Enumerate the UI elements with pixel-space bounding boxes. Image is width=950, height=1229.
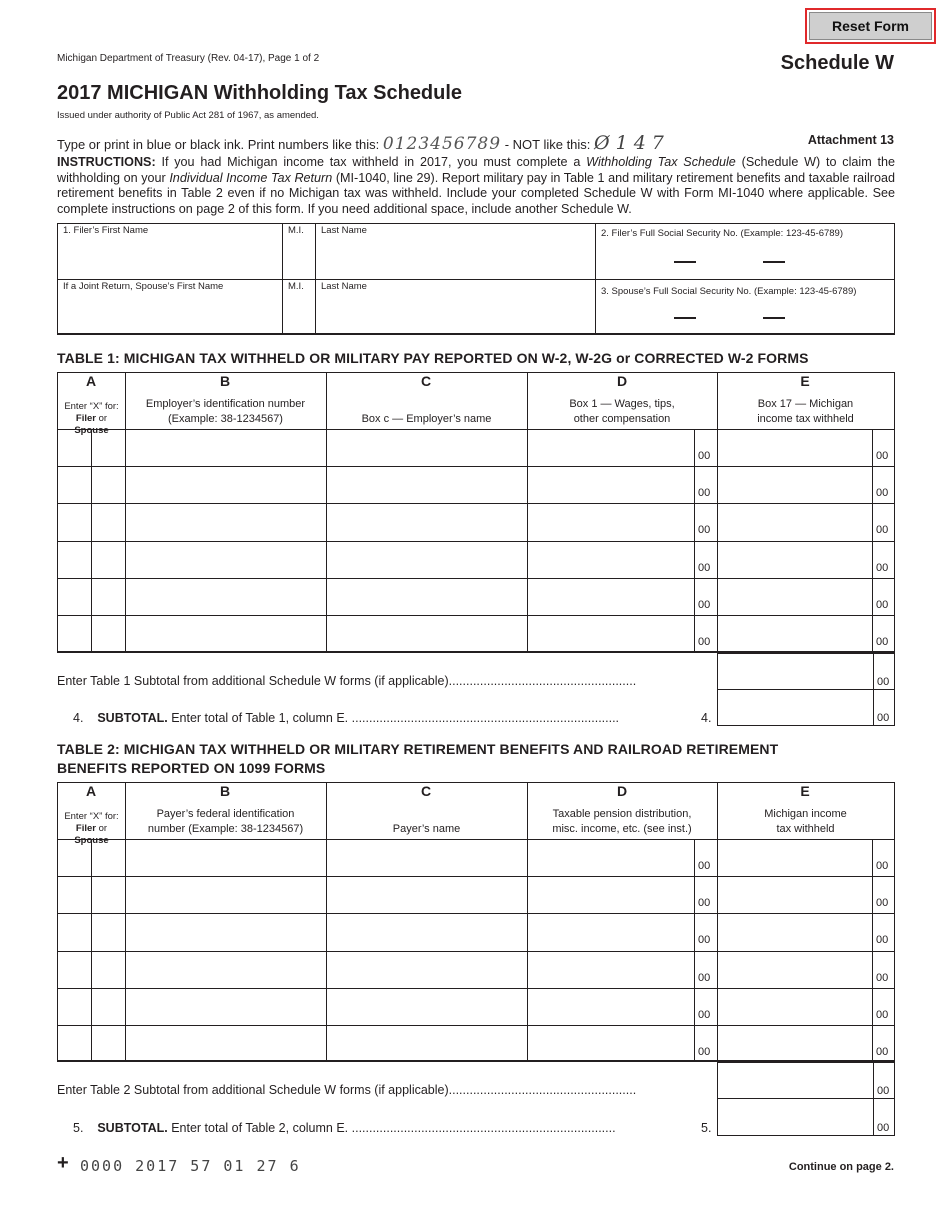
row2-name-cell[interactable] bbox=[326, 466, 527, 503]
instructions-italic-2: Individual Income Tax Return bbox=[169, 170, 333, 185]
row5-id-number-cell[interactable] bbox=[125, 988, 326, 1025]
table2-additional-subtotal-field[interactable] bbox=[717, 1062, 895, 1099]
line4-subtotal-field[interactable] bbox=[717, 690, 895, 726]
line5-text: Enter total of Table 2, column E. ............................................................................ bbox=[167, 1121, 616, 1135]
row2-id-number-cell[interactable] bbox=[125, 876, 326, 913]
row3-d-cents: 00 bbox=[698, 934, 711, 947]
row6-d-cents: 00 bbox=[698, 636, 711, 648]
row1-filer-x-cell[interactable] bbox=[58, 839, 91, 876]
row3-filer-x-cell[interactable] bbox=[58, 913, 91, 950]
row4-name-cell[interactable] bbox=[326, 541, 527, 578]
row5-filer-x-cell[interactable] bbox=[58, 988, 91, 1025]
table2-title bbox=[57, 740, 778, 778]
line5-label: SUBTOTAL. bbox=[97, 1121, 168, 1135]
column-e-desc-line1: Michigan income bbox=[764, 808, 847, 820]
row1-d-cents: 00 bbox=[698, 860, 711, 872]
table2-title-line1: TABLE 2: MICHIGAN TAX WITHHELD OR MILITARY RETIREMENT BENEFITS AND RAILROAD RETIREMENT bbox=[57, 741, 779, 757]
column-c-description: Box c — Employer’s name bbox=[361, 413, 492, 425]
row6-filer-x-cell[interactable] bbox=[58, 615, 91, 652]
row4-spouse-x-cell[interactable] bbox=[91, 541, 125, 578]
row2-id-number-cell[interactable] bbox=[125, 466, 326, 503]
table1-additional-subtotal-cents: 00 bbox=[877, 676, 890, 688]
row1-e-cents: 00 bbox=[876, 860, 889, 872]
spouse-last-name-field[interactable] bbox=[316, 280, 596, 334]
reset-form-button[interactable] bbox=[805, 8, 936, 44]
column-c-letter: C bbox=[420, 373, 432, 389]
line5-cents-divider bbox=[873, 1099, 874, 1136]
table1-title: TABLE 1: MICHIGAN TAX WITHHELD OR MILITARY PAY REPORTED ON W-2, W-2G or CORRECTED W-2 FORMS bbox=[57, 350, 809, 366]
table1-additional-cents-divider bbox=[873, 653, 874, 690]
row2-amount-d-cell[interactable] bbox=[527, 876, 694, 913]
row3-name-cell[interactable] bbox=[326, 913, 527, 950]
line5-cents: 00 bbox=[877, 1122, 890, 1134]
issued-authority: Issued under authority of Public Act 281 of 1967, as amended. bbox=[57, 110, 319, 121]
registration-plus-mark: + bbox=[57, 1152, 69, 1174]
row3-amount-d-cell[interactable] bbox=[527, 503, 694, 540]
table1-grid bbox=[57, 372, 895, 653]
type-print-mid: - NOT like this: bbox=[504, 137, 591, 152]
row2-e-cents: 00 bbox=[876, 897, 889, 910]
table1-additional-subtotal-field[interactable] bbox=[717, 653, 895, 690]
row3-e-cents: 00 bbox=[876, 934, 889, 947]
row2-filer-x-cell[interactable] bbox=[58, 466, 91, 503]
line4-text: Enter total of Table 1, column E. ............................................................................. bbox=[167, 711, 620, 725]
column-b-letter: B bbox=[219, 783, 231, 799]
line4-cents-divider bbox=[873, 690, 874, 726]
row5-d-cents: 00 bbox=[698, 598, 711, 611]
row2-amount-e-cell[interactable] bbox=[717, 876, 872, 913]
column-d-desc-line2: other compensation bbox=[573, 413, 671, 425]
table2-additional-cents-divider bbox=[873, 1062, 874, 1099]
row5-amount-e-cell[interactable] bbox=[717, 578, 872, 615]
column-d-letter: D bbox=[616, 373, 628, 389]
row6-amount-d-cell[interactable] bbox=[527, 615, 694, 652]
column-e-desc-line2: income tax withheld bbox=[757, 413, 854, 425]
row2-d-cents: 00 bbox=[698, 487, 711, 500]
row6-spouse-x-cell[interactable] bbox=[91, 1025, 125, 1062]
row6-name-cell[interactable] bbox=[326, 1025, 527, 1062]
bad-number-sample: Ø147 bbox=[594, 132, 670, 154]
column-d-desc-line1: Box 1 — Wages, tips, bbox=[569, 398, 675, 410]
row4-e-cents: 00 bbox=[876, 561, 889, 574]
column-b-desc-line1: Employer’s identification number bbox=[145, 398, 306, 410]
row5-id-number-cell[interactable] bbox=[125, 578, 326, 615]
row6-id-number-cell[interactable] bbox=[125, 1025, 326, 1062]
row6-id-number-cell[interactable] bbox=[125, 615, 326, 652]
column-a-letter: A bbox=[85, 783, 97, 799]
row4-amount-e-cell[interactable] bbox=[717, 951, 872, 988]
row6-spouse-x-cell[interactable] bbox=[91, 615, 125, 652]
row6-d-cents: 00 bbox=[698, 1046, 711, 1058]
schedule-label: Schedule W bbox=[780, 52, 894, 74]
instructions-text-1: If you had Michigan income tax withheld in 2017, you must complete a bbox=[155, 155, 587, 169]
row1-name-cell[interactable] bbox=[326, 839, 527, 876]
row6-amount-d-cell[interactable] bbox=[527, 1025, 694, 1062]
filer-last-name-field[interactable] bbox=[316, 224, 596, 279]
column-d-desc-line1: Taxable pension distribution, bbox=[552, 808, 692, 820]
column-a-or: or bbox=[98, 413, 108, 424]
instructions-label: INSTRUCTIONS: bbox=[57, 155, 156, 169]
row6-e-cents: 00 bbox=[876, 636, 889, 648]
row4-d-cents: 00 bbox=[698, 561, 711, 574]
continue-note: Continue on page 2. bbox=[788, 1161, 894, 1173]
good-number-sample: 0123456789 bbox=[382, 134, 502, 154]
spouse-ssn-label: 3. Spouse’s Full Social Security No. (Example: 123-45-6789) bbox=[601, 286, 857, 297]
row1-e-cents: 00 bbox=[876, 450, 889, 462]
line5-right-number: 5. bbox=[701, 1121, 712, 1135]
row1-spouse-x-cell[interactable] bbox=[91, 429, 125, 466]
column-c-description: Payer’s name bbox=[392, 823, 461, 835]
row3-amount-e-cell[interactable] bbox=[717, 913, 872, 950]
filer-mi-label: M.I. bbox=[288, 225, 304, 236]
line5-subtotal bbox=[73, 1121, 616, 1135]
column-a-filer: Filer bbox=[75, 413, 96, 424]
spouse-mi-label: M.I. bbox=[288, 281, 304, 292]
row1-id-number-cell[interactable] bbox=[125, 839, 326, 876]
line4-label: SUBTOTAL. bbox=[97, 711, 168, 725]
row4-id-number-cell[interactable] bbox=[125, 951, 326, 988]
filer-ssn-field[interactable] bbox=[596, 224, 894, 279]
column-a-letter: A bbox=[85, 373, 97, 389]
column-a-spouse: Spouse bbox=[74, 835, 109, 846]
row1-amount-e-cell[interactable] bbox=[717, 429, 872, 466]
spouse-mi-field[interactable] bbox=[283, 280, 316, 334]
row6-name-cell[interactable] bbox=[326, 615, 527, 652]
instructions-text-2: (Schedule W) to claim the withholding on your bbox=[57, 155, 896, 185]
row5-e-cents: 00 bbox=[876, 598, 889, 611]
line4-cents: 00 bbox=[877, 712, 890, 724]
row3-name-cell[interactable] bbox=[326, 503, 527, 540]
row4-amount-d-cell[interactable] bbox=[527, 541, 694, 578]
row5-amount-d-cell[interactable] bbox=[527, 578, 694, 615]
row2-spouse-x-cell[interactable] bbox=[91, 876, 125, 913]
row6-e-cents: 00 bbox=[876, 1046, 889, 1058]
instructions-paragraph bbox=[57, 155, 895, 217]
row1-name-cell[interactable] bbox=[326, 429, 527, 466]
spouse-last-name-label: Last Name bbox=[321, 281, 367, 292]
row3-filer-x-cell[interactable] bbox=[58, 503, 91, 540]
row3-spouse-x-cell[interactable] bbox=[91, 503, 125, 540]
row5-name-cell[interactable] bbox=[326, 578, 527, 615]
row3-id-number-cell[interactable] bbox=[125, 503, 326, 540]
column-d-letter: D bbox=[616, 783, 628, 799]
row1-amount-e-cell[interactable] bbox=[717, 839, 872, 876]
column-e-desc-line2: tax withheld bbox=[776, 823, 835, 835]
row5-filer-x-cell[interactable] bbox=[58, 578, 91, 615]
row1-spouse-x-cell[interactable] bbox=[91, 839, 125, 876]
row4-name-cell[interactable] bbox=[326, 951, 527, 988]
row4-d-cents: 00 bbox=[698, 971, 711, 984]
spouse-first-name-field[interactable] bbox=[58, 280, 283, 334]
line4-subtotal bbox=[73, 711, 619, 725]
row2-name-cell[interactable] bbox=[326, 876, 527, 913]
row6-amount-e-cell[interactable] bbox=[717, 1025, 872, 1062]
column-e-letter: E bbox=[800, 783, 810, 799]
row5-name-cell[interactable] bbox=[326, 988, 527, 1025]
column-b-desc-line2: (Example: 38-1234567) bbox=[168, 413, 283, 425]
department-line: Michigan Department of Treasury (Rev. 04-17), Page 1 of 2 bbox=[57, 53, 320, 64]
row5-e-cents: 00 bbox=[876, 1008, 889, 1021]
form-code: 0000 2017 57 01 27 6 bbox=[80, 1157, 301, 1175]
row1-d-cents: 00 bbox=[698, 450, 711, 462]
row5-d-cents: 00 bbox=[698, 1008, 711, 1021]
row3-amount-e-cell[interactable] bbox=[717, 503, 872, 540]
column-a-or: or bbox=[98, 823, 108, 834]
row2-d-cents: 00 bbox=[698, 897, 711, 910]
table2-additional-subtotal-label: Enter Table 2 Subtotal from additional Schedule W forms (if applicable)...................................................... bbox=[57, 1083, 637, 1097]
row5-spouse-x-cell[interactable] bbox=[91, 988, 125, 1025]
filer-mi-field[interactable] bbox=[283, 224, 316, 279]
row4-filer-x-cell[interactable] bbox=[58, 951, 91, 988]
name-ssn-box bbox=[57, 223, 895, 335]
column-c-letter: C bbox=[420, 783, 432, 799]
row1-amount-d-cell[interactable] bbox=[527, 839, 694, 876]
row6-amount-e-cell[interactable] bbox=[717, 615, 872, 652]
row4-amount-e-cell[interactable] bbox=[717, 541, 872, 578]
line5-number: 5. bbox=[73, 1121, 84, 1135]
page-title: 2017 MICHIGAN Withholding Tax Schedule bbox=[57, 82, 463, 104]
spouse-ssn-field[interactable] bbox=[596, 280, 894, 334]
column-d-desc-line2: misc. income, etc. (see inst.) bbox=[552, 823, 692, 835]
line4-number: 4. bbox=[73, 711, 84, 725]
column-a-filer: Filer bbox=[75, 823, 96, 834]
row2-amount-d-cell[interactable] bbox=[527, 466, 694, 503]
table2-title-line2: BENEFITS REPORTED ON 1099 FORMS bbox=[57, 760, 326, 776]
table2-grid bbox=[57, 782, 895, 1062]
column-a-desc-line1: Enter “X” for: bbox=[64, 401, 119, 412]
row4-id-number-cell[interactable] bbox=[125, 541, 326, 578]
row2-filer-x-cell[interactable] bbox=[58, 876, 91, 913]
column-b-desc-line1: Payer’s federal identification bbox=[156, 808, 295, 820]
type-print-lead: Type or print in blue or black ink. Print numbers like this: bbox=[57, 137, 380, 152]
row1-id-number-cell[interactable] bbox=[125, 429, 326, 466]
filer-first-name-field[interactable] bbox=[58, 224, 283, 279]
column-e-desc-line1: Box 17 — Michigan bbox=[757, 398, 854, 410]
row3-e-cents: 00 bbox=[876, 524, 889, 537]
row3-spouse-x-cell[interactable] bbox=[91, 913, 125, 950]
filer-ssn-label: 2. Filer’s Full Social Security No. (Example: 123-45-6789) bbox=[601, 228, 843, 239]
reset-form-label[interactable]: Reset Form bbox=[809, 12, 932, 40]
row3-id-number-cell[interactable] bbox=[125, 913, 326, 950]
table2-additional-subtotal-cents: 00 bbox=[877, 1085, 890, 1097]
column-a-desc-line1: Enter “X” for: bbox=[64, 811, 119, 822]
row2-amount-e-cell[interactable] bbox=[717, 466, 872, 503]
row2-e-cents: 00 bbox=[876, 487, 889, 500]
row2-spouse-x-cell[interactable] bbox=[91, 466, 125, 503]
row1-filer-x-cell[interactable] bbox=[58, 429, 91, 466]
row6-filer-x-cell[interactable] bbox=[58, 1025, 91, 1062]
type-print-instruction bbox=[57, 132, 670, 154]
row3-d-cents: 00 bbox=[698, 524, 711, 537]
table1-additional-subtotal-label: Enter Table 1 Subtotal from additional Schedule W forms (if applicable)...................................................... bbox=[57, 674, 637, 688]
column-b-desc-line2: number (Example: 38-1234567) bbox=[147, 823, 304, 835]
row4-amount-d-cell[interactable] bbox=[527, 951, 694, 988]
row4-e-cents: 00 bbox=[876, 971, 889, 984]
line5-subtotal-field[interactable] bbox=[717, 1099, 895, 1136]
column-a-spouse: Spouse bbox=[74, 425, 109, 436]
row4-filer-x-cell[interactable] bbox=[58, 541, 91, 578]
row4-spouse-x-cell[interactable] bbox=[91, 951, 125, 988]
row5-spouse-x-cell[interactable] bbox=[91, 578, 125, 615]
line4-right-number: 4. bbox=[701, 711, 712, 725]
row5-amount-e-cell[interactable] bbox=[717, 988, 872, 1025]
column-b-letter: B bbox=[219, 373, 231, 389]
row1-amount-d-cell[interactable] bbox=[527, 429, 694, 466]
filer-first-name-label: 1. Filer’s First Name bbox=[63, 225, 149, 236]
attachment-number: Attachment 13 bbox=[807, 133, 894, 147]
row5-amount-d-cell[interactable] bbox=[527, 988, 694, 1025]
row3-amount-d-cell[interactable] bbox=[527, 913, 694, 950]
instructions-italic-1: Withholding Tax Schedule bbox=[586, 155, 736, 169]
column-e-letter: E bbox=[800, 373, 810, 389]
filer-last-name-label: Last Name bbox=[321, 225, 367, 236]
spouse-first-name-label: If a Joint Return, Spouse’s First Name bbox=[63, 281, 224, 292]
instructions-text-3: (MI-1040, line 29). Report military pay in Table 1 and military retirement benefits and taxable railroad retirement benefits in Table 2 even if no Michigan tax was withheld. Include your completed Schedule W with Form MI-1040 where applicable. See complete instructions on page 2 of this form. If you need additional space, include another Schedule W. bbox=[57, 170, 895, 216]
